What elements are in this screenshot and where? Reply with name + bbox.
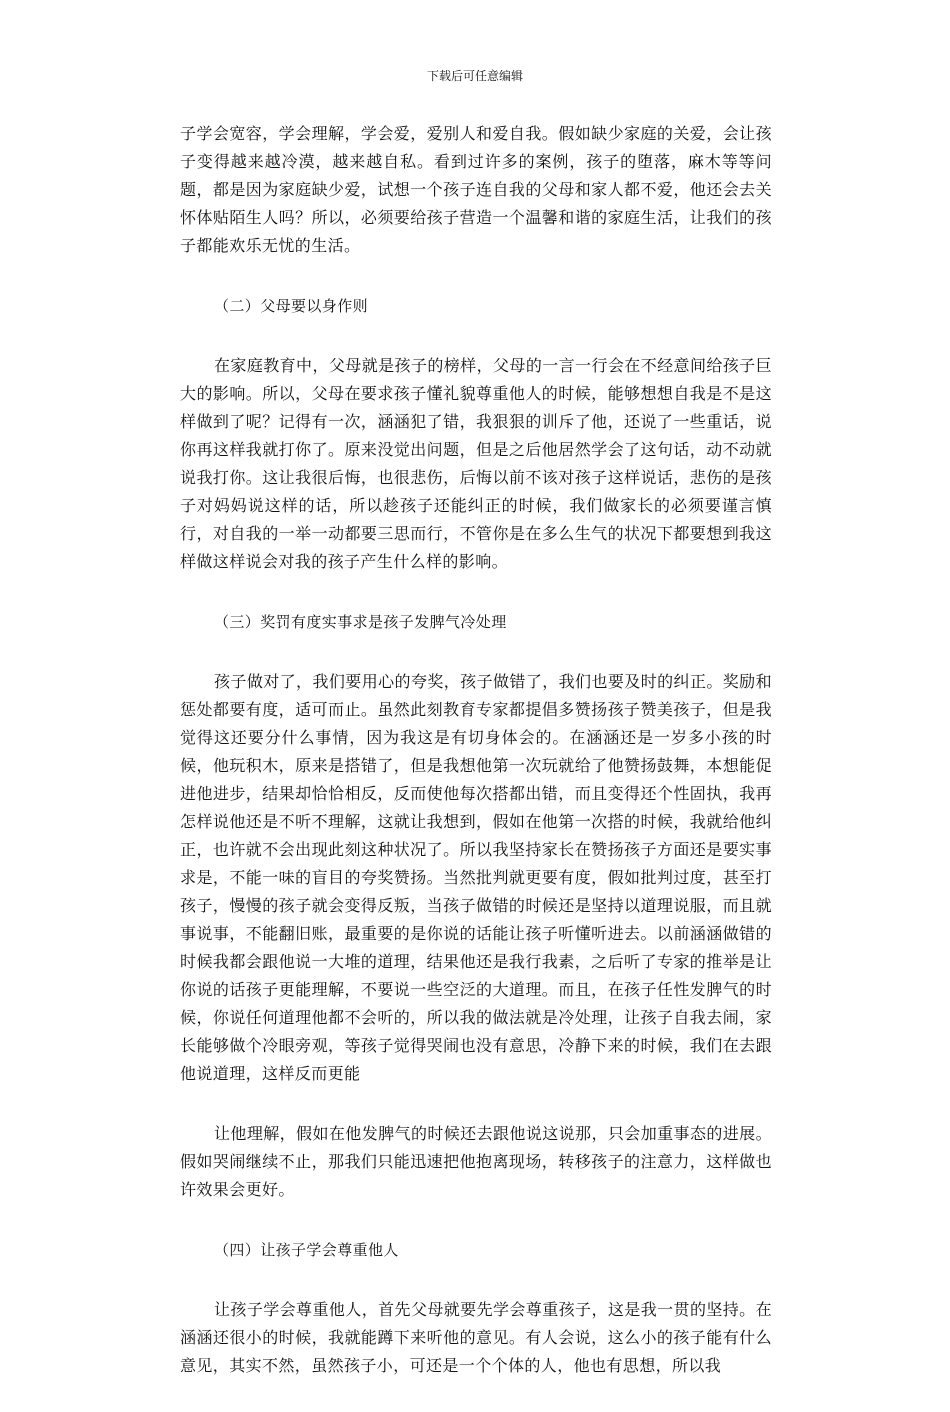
paragraph-reward-punishment: 孩子做对了，我们要用心的夸奖，孩子做错了，我们也要及时的纠正。奖励和惩处都要有度，适可而止。虽然此刻教育专家都提倡多赞扬孩子赞美孩子，但是我觉得这还要分什么事情，因为我这是有切身体会的。在涵涵还是一岁多小孩的时候，他玩积木，原来是搭错了，但是我想他第一次玩就给了他赞扬鼓舞，本想能促进他进步，结果却恰恰相反，反而使他每次搭都出错，而且变得还个性固执，我再怎样说他还是不听不理解，这就让我想到，假如在他第一次搭的时候，我就给他纠正，也许就不会出现此刻这种状况了。所以我坚持家长在赞扬孩子方面还是要实事求是，不能一味的盲目的夸奖赞扬。当然批判就更要有度，假如批判过度，甚至打孩子，慢慢的孩子就会变得反叛，当孩子做错的时候还是坚持以道理说服，而且就事说事，不能翻旧账，最重要的是你说的话能让孩子听懂听进去。以前涵涵做错的时候我都会跟他说一大堆的道理，结果他还是我行我素，之后听了专家的推举是让你说的话孩子更能理解，不要说一些空泛的大道理。而且，在孩子任性发脾气的时候，你说任何道理他都不会听的，所以我的做法就是冷处理，让孩子自我去闹，家长能够做个冷眼旁观，等孩子觉得哭闹也没有意思，冷静下来的时候，我们在去跟他说道理，这样反而更能 (180, 672, 772, 1083)
section-heading-3: （三）奖罚有度实事求是孩子发脾气冷处理 (214, 613, 507, 631)
paragraph-respect-others: 让孩子学会尊重他人，首先父母就要先学会尊重孩子，这是我一贯的坚持。在涵涵还很小的时候，我就能蹲下来听他的意见。有人会说，这么小的孩子能有什么意见，其实不然，虽然孩子小，可还是一个个体的人，他也有思想，所以我 (180, 1300, 772, 1375)
section-heading-4: （四）让孩子学会尊重他人 (214, 1241, 399, 1259)
section-heading-2: （二）父母要以身作则 (214, 297, 369, 315)
paragraph-family-love: 子学会宽容，学会理解，学会爱，爱别人和爱自我。假如缺少家庭的关爱，会让孩子变得越来越冷漠，越来越自私。看到过许多的案例，孩子的堕落，麻木等等问题，都是因为家庭缺少爱，试想一个孩子连自我的父母和家人都不爱，他还会去关怀体贴陌生人吗？所以，必须要给孩子营造一个温馨和谐的家庭生活，让我们的孩子都能欢乐无忧的生活。 (180, 124, 772, 255)
document-body (180, 120, 772, 1412)
page-header: 下载后可任意编辑 (426, 69, 523, 83)
paragraph-tantrum-handling: 让他理解，假如在他发脾气的时候还去跟他说这说那，只会加重事态的进展。假如哭闹继续不止，那我们只能迅速把他抱离现场，转移孩子的注意力，这样做也许效果会更好。 (180, 1124, 772, 1199)
paragraph-parents-example: 在家庭教育中，父母就是孩子的榜样，父母的一言一行会在不经意间给孩子巨大的影响。所以，父母在要求孩子懂礼貌尊重他人的时候，能够想想自我是不是这样做到了呢？记得有一次，涵涵犯了错，我狠狠的训斥了他，还说了一些重话，说你再这样我就打你了。原来没觉出问题，但是之后他居然学会了这句话，动不动就说我打你。这让我很后悔，也很悲伤，后悔以前不该对孩子这样说话，悲伤的是孩子对妈妈说这样的话，所以趁孩子还能纠正的时候，我们做家长的必须要谨言慎行，对自我的一举一动都要三思而行，不管你是在多么生气的状况下都要想到我这样做这样说会对我的孩子产生什么样的影响。 (180, 356, 772, 571)
